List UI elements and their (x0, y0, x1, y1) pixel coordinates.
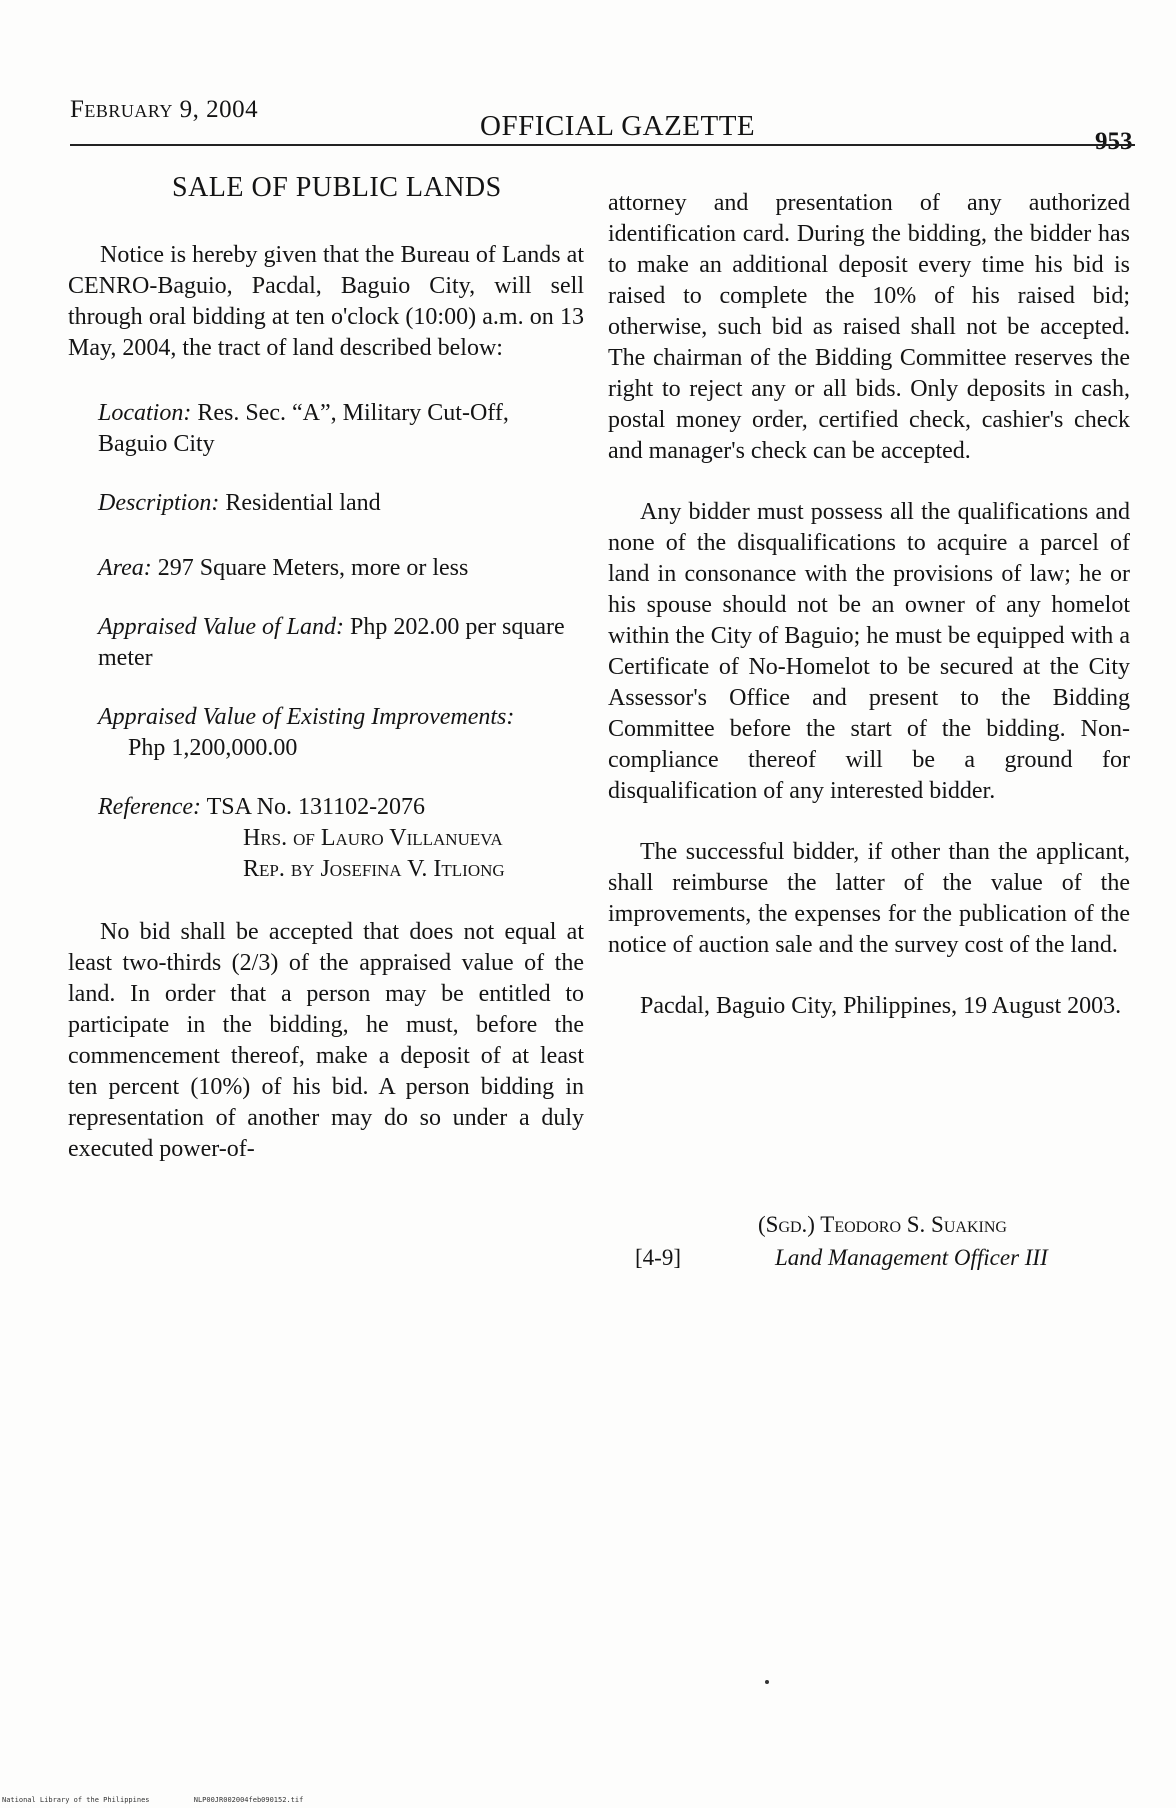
footer-library: National Library of the Philippines (2, 1796, 150, 1804)
area-item (68, 553, 584, 584)
location-item (68, 398, 584, 460)
publication-title: OFFICIAL GAZETTE (480, 110, 756, 142)
continued-paragraph: attorney and presentation of any authorized identification card. During the bidding, the bidder has to make an additional deposit every time his bid is raised to complete the 10% of his raised bid; otherwise, such bid as raised shall not be accepted. The chairman of the Bidding Committee reserves the right to reject any or all bids. Only deposits in cash, postal money order, certified check, cashier's check and manager's check can be accepted. (608, 190, 1130, 464)
appraised-land-item (68, 612, 584, 674)
description-item (68, 488, 584, 519)
notice-title: SALE OF PUBLIC LANDS (172, 172, 502, 203)
signatory-title: Land Management Officer III (775, 1245, 1048, 1270)
area-value: 297 Square Meters, more or less (157, 555, 469, 581)
appraised-improvements-item (68, 702, 584, 764)
left-column (68, 240, 584, 1165)
area-label: Area: (98, 555, 152, 581)
signatory-name: (Sgd.) Teodoro S. Suaking (758, 1212, 1007, 1237)
place-date: Pacdal, Baguio City, Philippines, 19 August 2003. (640, 993, 1122, 1019)
description-value: Residential land (225, 490, 381, 516)
appraised-land-label: Appraised Value of Land: (98, 614, 344, 640)
appraised-land-value: Php 202.00 per square meter (98, 614, 565, 671)
scan-speck (765, 1680, 769, 1684)
reference-rep: Rep. by Josefina V. Itliong (243, 856, 505, 882)
scan-footer (2, 1796, 343, 1804)
signature-line (620, 1241, 1130, 1274)
appraised-improvements-value: Php 1,200,000.00 (128, 735, 298, 761)
reimburse-paragraph: The successful bidder, if other than the applicant, shall reimburse the latter of the value of the improvements, the expenses for the publication of the notice of auction sale and the survey cost of the land. (608, 839, 1130, 958)
appraised-improvements-label: Appraised Value of Existing Improvements: (98, 704, 515, 730)
issue-reference: [4-9] (635, 1245, 681, 1270)
reference-item (68, 792, 584, 885)
page-number: 953 (1095, 128, 1133, 155)
reference-tsa: TSA No. 131102-2076 (206, 794, 426, 820)
reference-label: Reference: (98, 794, 202, 820)
location-label: Location: (98, 400, 192, 426)
footer-file: NLP00JR002004feb090152.tif (193, 1796, 304, 1804)
location-value: Res. Sec. “A”, Military Cut-Off, Baguio City (98, 400, 509, 457)
reference-heirs: Hrs. of Lauro Villanueva (243, 825, 503, 851)
bid-paragraph: No bid shall be accepted that does not equal at least two-thirds (2/3) of the appraised value of the land. In order that a person may be entitled to participate in the bidding, he must, before the commencement thereof, make a deposit of at least ten percent (10%) of his bid. A person bidding in representation of another may do so under a duly executed power-of- (68, 919, 584, 1162)
right-column (608, 188, 1130, 1022)
header-rule (70, 144, 1135, 146)
qualifications-paragraph: Any bidder must possess all the qualifications and none of the disqualifications to acquire a parcel of land in consonance with the provisions of law; he or his spouse should not be an owner of any homelot within the City of Baguio; he must be equipped with a Certificate of No-Homelot to be secured at the City Assessor's Office and present to the Bidding Committee before the start of the bidding. Non-compliance thereof will be a ground for disqualification of any interested bidder. (608, 499, 1130, 804)
description-label: Description: (98, 490, 220, 516)
header-date: February 9, 2004 (70, 96, 259, 123)
intro-paragraph: Notice is hereby given that the Bureau of Lands at CENRO-Baguio, Pacdal, Baguio City, will sell through oral bidding at ten o'clock (10:00) a.m. on 13 May, 2004, the tract of land described below: (68, 242, 584, 361)
signature-block (620, 1208, 1130, 1274)
